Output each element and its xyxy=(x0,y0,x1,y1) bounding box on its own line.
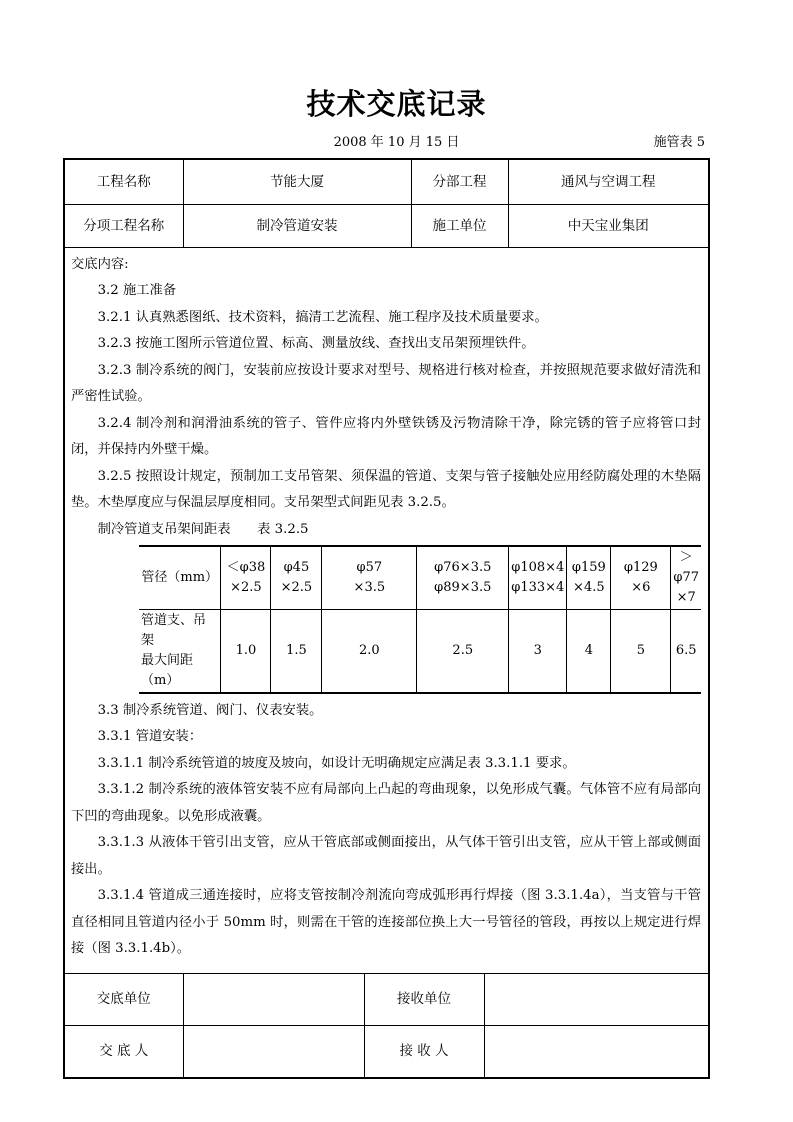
paragraph: 3.3.1 管道安装： xyxy=(97,729,203,744)
project-name-label: 工程名称 xyxy=(65,160,183,204)
issuing-unit-field[interactable] xyxy=(183,973,364,1025)
footer-row xyxy=(65,1025,708,1077)
form-number: 施管表 5 xyxy=(653,135,705,150)
label-line: 最大间距（m） xyxy=(141,652,194,688)
contractor-value: 中天宝业集团 xyxy=(508,204,708,247)
table-cell: 2.0 xyxy=(322,609,417,693)
diameter-line: φ159 xyxy=(571,559,606,575)
paragraph: 3.2.5 按照设计规定，预制加工支吊管架、须保温的管道、支架与管子接触处应用经防腐处理的木垫隔垫。木垫厚度应与保温层厚度相同。支吊架型式间距见表 3.2.5。 xyxy=(71,468,701,510)
diameter-line: φ57 xyxy=(356,559,383,575)
project-name-value: 节能大厦 xyxy=(183,160,411,204)
paragraph: 3.2.3 制冷系统的阀门，安装前应按设计要求对型号、规格进行核对检查，并按照规范要求做好清洗和严密性试验。 xyxy=(71,362,701,404)
division-value: 通风与空调工程 xyxy=(508,160,708,204)
diameter-line: ×4.5 xyxy=(573,579,605,595)
diameter-line: ×3.5 xyxy=(353,579,386,595)
max-spacing-label xyxy=(139,609,221,693)
table-cell xyxy=(611,546,671,610)
diameter-line: φ133×4 xyxy=(511,579,565,595)
paragraph: 3.2.4 制冷剂和润滑油系统的管子、管件应将内外壁铁锈及污物清除干净，除完锈的管子应将管口封闭，并保持内外壁干燥。 xyxy=(71,415,701,457)
header-row xyxy=(65,160,708,204)
table-cell: 1.5 xyxy=(271,609,322,693)
division-label: 分部工程 xyxy=(411,160,508,204)
issuing-unit-label: 交底单位 xyxy=(65,973,183,1025)
table-cell xyxy=(509,546,567,610)
support-spacing-table xyxy=(139,545,701,694)
footer-table xyxy=(65,973,708,1078)
table-cell xyxy=(671,546,701,610)
paragraph: 3.2 施工准备 xyxy=(97,283,177,298)
pipe-diameter-label: 管径（mm） xyxy=(139,546,221,610)
label-line: 管道支、吊架 xyxy=(141,612,207,648)
paragraph: 3.3 制冷系统管道、阀门、仪表安装。 xyxy=(97,702,323,718)
table-cell: 2.5 xyxy=(417,609,509,693)
diameter-line: φ89×3.5 xyxy=(434,579,492,595)
table-caption: 制冷管道支吊架间距表 表 3.2.5 xyxy=(97,521,309,537)
document-date: 2008 年 10 月 15 日 xyxy=(333,135,460,150)
footer-row xyxy=(65,973,708,1025)
issuer-field[interactable] xyxy=(183,1025,364,1077)
table-cell xyxy=(567,546,611,610)
diameter-line: φ76×3.5 xyxy=(434,559,492,575)
table-cell xyxy=(417,546,509,610)
table-row xyxy=(139,546,701,610)
paragraph: 3.3.1.3 从液体干管引出支管，应从干管底部或侧面接出，从气体干管引出支管，应从干管上部或侧面接出。 xyxy=(71,835,701,877)
table-cell: 1.0 xyxy=(221,609,271,693)
record-form xyxy=(63,158,710,1079)
header-table xyxy=(65,160,708,248)
contractor-label: 施工单位 xyxy=(411,204,508,247)
content-heading: 交底内容: xyxy=(71,256,129,272)
issuer-label: 交 底 人 xyxy=(65,1025,183,1077)
table-cell xyxy=(221,546,271,610)
receiving-unit-field[interactable] xyxy=(484,973,708,1025)
paragraph: 3.3.1.2 制冷系统的液体管安装不应有局部向上凸起的弯曲现象，以免形成气囊。气体管不应有局部向下凹的弯曲现象。以免形成液囊。 xyxy=(71,782,701,824)
paragraph: 3.3.1.1 制冷系统管道的坡度及坡向，如设计无明确规定应满足表 3.3.1.1 要求。 xyxy=(97,755,576,771)
diameter-line: ＞φ77 xyxy=(673,549,700,585)
paragraph: 3.2.3 按施工图所示管道位置、标高、测量放线、查找出支吊架预埋铁件。 xyxy=(97,336,535,351)
subitem-label: 分项工程名称 xyxy=(65,204,183,247)
receiving-unit-label: 接收单位 xyxy=(364,973,484,1025)
paragraph: 3.3.1.4 管道成三通连接时，应将支管按制冷剂流向弯成弧形再行焊接（图 3.3.1.4a），当支管与干管直径相同且管道内径小于 50mm 时，则需在干管的连接部位换上大一号管径的管段，再按以上规定进行焊接（图 3.3.1.4b）。 xyxy=(71,888,701,956)
disclosure-content xyxy=(65,248,708,973)
table-cell: 6.5 xyxy=(671,609,701,693)
paragraph: 3.2.1 认真熟悉图纸、技术资料，搞清工艺流程、施工程序及技术质量要求。 xyxy=(97,309,548,325)
table-cell: 4 xyxy=(567,609,611,693)
diameter-line: ×2.5 xyxy=(230,579,262,595)
diameter-line: ×2.5 xyxy=(280,579,313,595)
document-title: 技术交底记录 xyxy=(306,87,487,121)
table-row xyxy=(139,609,701,693)
table-cell xyxy=(322,546,417,610)
diameter-line: ×6 xyxy=(631,579,651,595)
table-cell: 5 xyxy=(611,609,671,693)
diameter-line: φ45 xyxy=(283,559,310,575)
table-cell xyxy=(271,546,322,610)
table-cell: 3 xyxy=(509,609,567,693)
diameter-line: ×7 xyxy=(676,589,696,605)
subitem-value: 制冷管道安装 xyxy=(183,204,411,247)
receiver-field[interactable] xyxy=(484,1025,708,1077)
header-row xyxy=(65,204,708,247)
diameter-line: φ108×4 xyxy=(511,559,565,575)
diameter-line: ＜φ38 xyxy=(226,559,266,575)
diameter-line: φ129 xyxy=(623,559,658,575)
receiver-label: 接 收 人 xyxy=(364,1025,484,1077)
